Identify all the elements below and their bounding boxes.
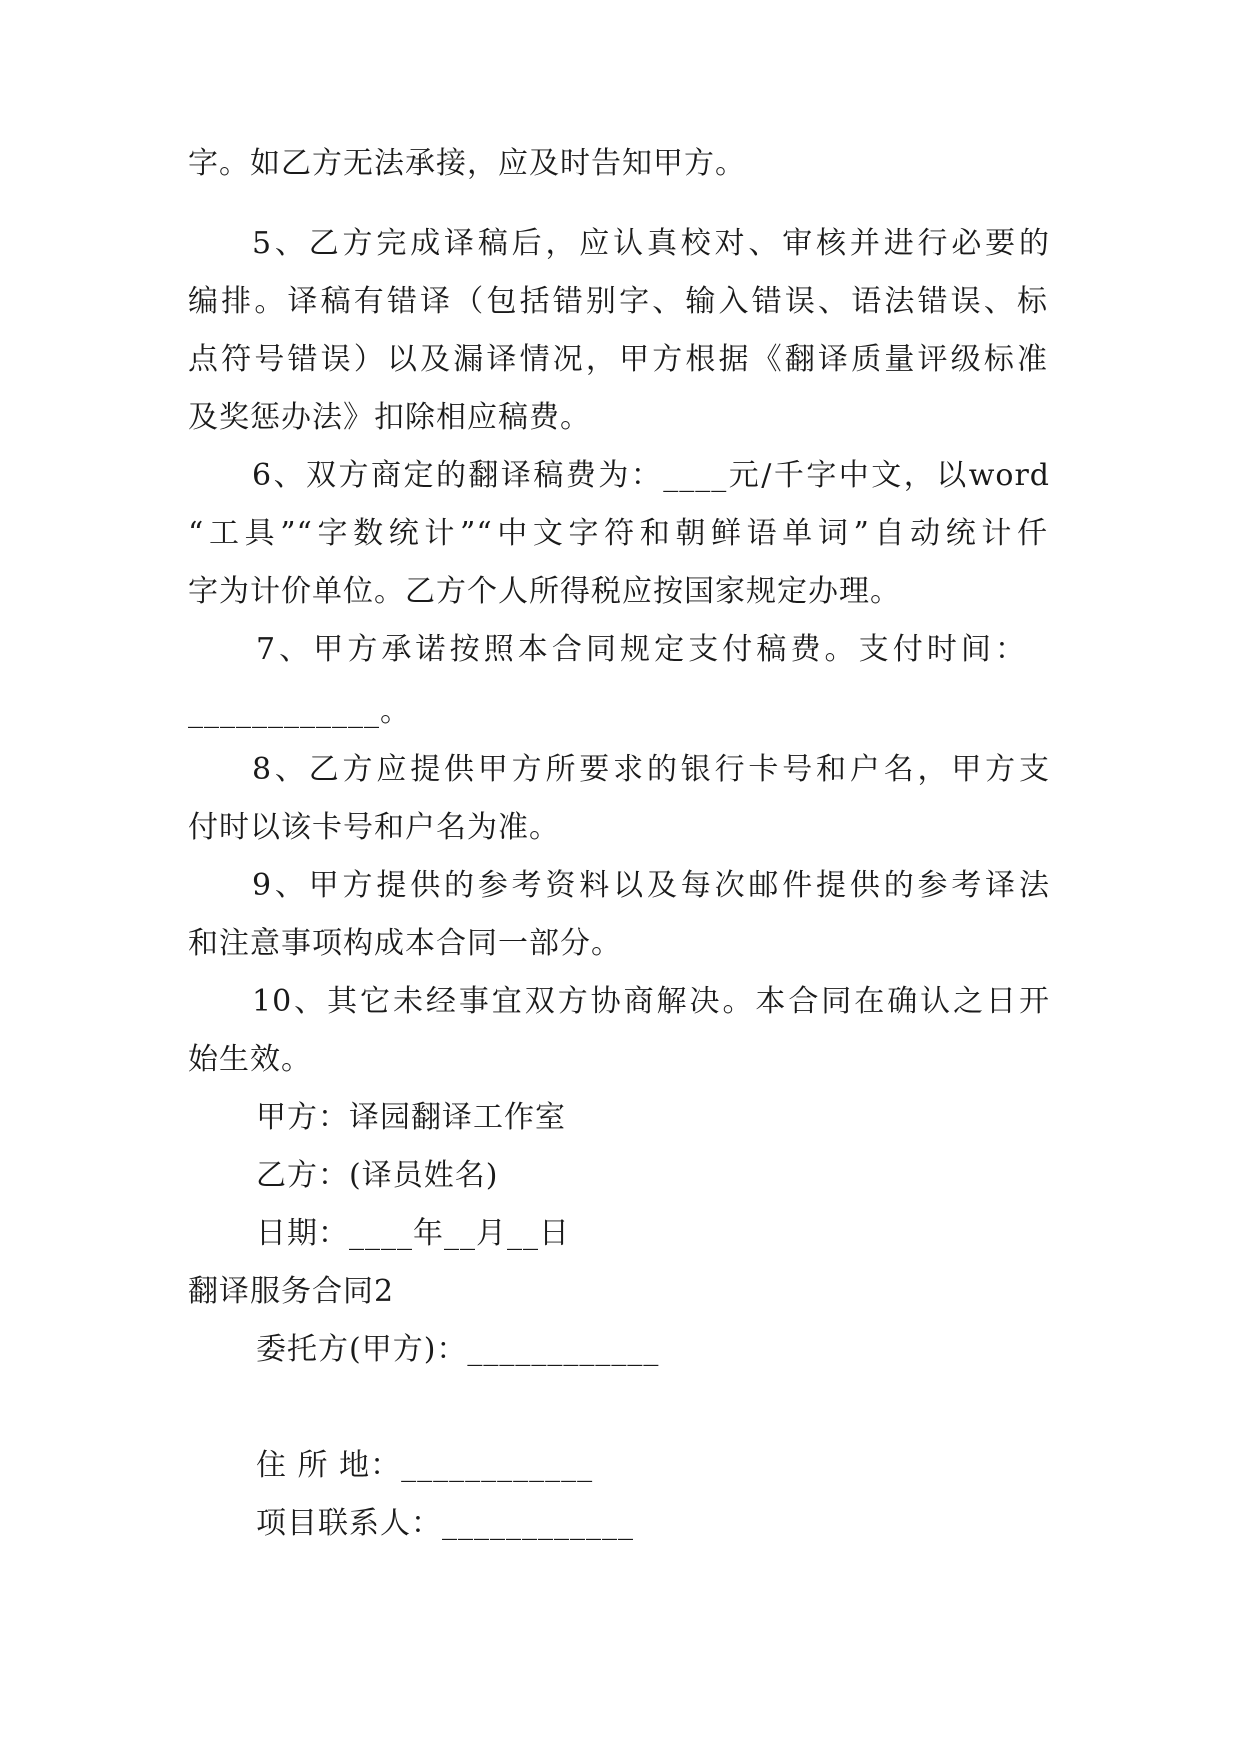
text-line: 付时以该卡号和户名为准。 (188, 810, 560, 845)
text-line: ____________。 (188, 694, 411, 729)
text-line: “工具”“字数统计”“中文字符和朝鲜语单词”自动统计仟 (188, 516, 1048, 551)
text-line: 编排。译稿有错译（包括错别字、输入错误、语法错误、标 (188, 284, 1048, 319)
section-title: 翻译服务合同2 (188, 1274, 395, 1309)
text-line: 字为计价单位。乙方个人所得税应按国家规定办理。 (188, 574, 901, 609)
client-field-line: 委托方(甲方)：____________ (256, 1332, 660, 1367)
text-line: 8、乙方应提供甲方所要求的银行卡号和户名，甲方支 (252, 752, 1050, 787)
text-line: 点符号错误）以及漏译情况，甲方根据《翻译质量评级标准 (188, 342, 1048, 377)
party-b-line: 乙方：(译员姓名) (256, 1158, 499, 1193)
address-field-line: 住 所 地：____________ (256, 1448, 594, 1483)
text-line: 始生效。 (188, 1042, 312, 1077)
text-line: 10、其它未经事宜双方协商解决。本合同在确认之日开 (252, 984, 1050, 1019)
text-line: 7、甲方承诺按照本合同规定支付稿费。支付时间： (256, 632, 1028, 667)
text-line: 字。如乙方无法承接，应及时告知甲方。 (188, 146, 746, 181)
text-line: 6、双方商定的翻译稿费为：____元/千字中文，以word (252, 458, 1050, 493)
contact-field-line: 项目联系人：____________ (256, 1506, 634, 1541)
text-line: 5、乙方完成译稿后，应认真校对、审核并进行必要的 (252, 226, 1050, 261)
party-a-line: 甲方：译园翻译工作室 (256, 1100, 566, 1135)
date-line: 日期：____年__月__日 (256, 1216, 570, 1251)
text-line: 9、甲方提供的参考资料以及每次邮件提供的参考译法 (252, 868, 1050, 903)
text-line: 及奖惩办法》扣除相应稿费。 (188, 400, 591, 435)
text-line: 和注意事项构成本合同一部分。 (188, 926, 622, 961)
